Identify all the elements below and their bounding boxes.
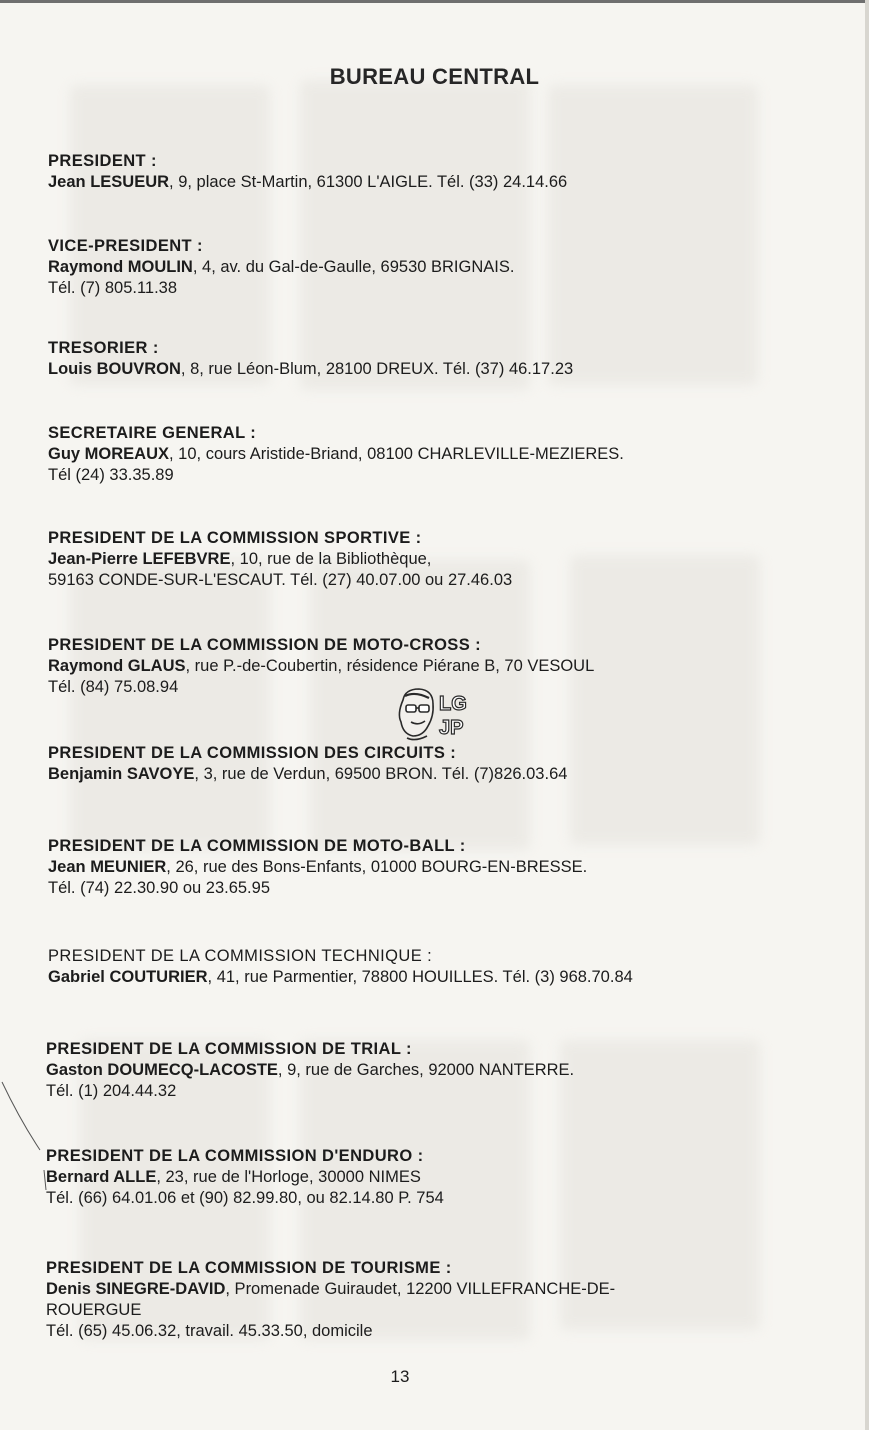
entry-name: Guy MOREAUX [48, 445, 170, 463]
entry-phone: Tél. (65) 45.06.32, travail. 45.33.50, domicile [46, 1322, 373, 1340]
entry-name: Louis BOUVRON [48, 360, 181, 378]
entry-address: , rue P.-de-Coubertin, résidence Piérane B, 70 VESOUL [185, 657, 595, 675]
lgjp-letters [439, 693, 467, 739]
entry-name: Benjamin SAVOYE [48, 765, 195, 783]
page-edge [865, 0, 869, 1430]
entry-role: SECRETAIRE GENERAL : [48, 424, 257, 442]
entry-role: PRESIDENT : [48, 152, 157, 170]
entry-address: , Promenade Guiraudet, 12200 VILLEFRANCHE-DE- [225, 1280, 616, 1298]
entry-role: PRESIDENT DE LA COMMISSION DE MOTO-CROSS : [48, 636, 481, 654]
entry-address: , 3, rue de Verdun, 69500 BRON. Tél. (7)826.03.64 [194, 765, 568, 783]
entry-phone: Tél (24) 33.35.89 [48, 466, 174, 484]
page-title: BUREAU CENTRAL [329, 64, 540, 89]
entry-address: , 8, rue Léon-Blum, 28100 DREUX. Tél. (37) 46.17.23 [180, 360, 574, 378]
entry-name: Jean MEUNIER [48, 858, 167, 876]
page-number: 13 [390, 1367, 410, 1386]
entry-role: PRESIDENT DE LA COMMISSION SPORTIVE : [48, 529, 422, 547]
entry-phone: 59163 CONDE-SUR-L'ESCAUT. Tél. (27) 40.07.00 ou 27.46.03 [48, 571, 513, 589]
entry-address: , 23, rue de l'Horloge, 30000 NIMES [156, 1168, 421, 1186]
top-edge-rule [0, 0, 869, 3]
entry-role: PRESIDENT DE LA COMMISSION D'ENDURO : [46, 1147, 424, 1165]
entry-address: , 9, place St-Martin, 61300 L'AIGLE. Tél. (33) 24.14.66 [169, 173, 568, 191]
scan-mark [0, 1080, 60, 1260]
entry-role: PRESIDENT DE LA COMMISSION TECHNIQUE : [48, 947, 433, 965]
entry-commission-trial [46, 1039, 806, 1102]
entry-name: Raymond GLAUS [48, 657, 186, 675]
entry-name: Bernard ALLE [46, 1168, 157, 1186]
entry-address: , 10, rue de la Bibliothèque, [230, 550, 432, 568]
entry-role: TRESORIER : [48, 339, 159, 357]
entry-commission-sportive [48, 528, 808, 591]
ghost-portrait [70, 560, 270, 850]
entry-role: PRESIDENT DE LA COMMISSION DE TOURISME : [46, 1259, 452, 1277]
entry-name: Gabriel COUTURIER [48, 968, 208, 986]
entry-address-cont: ROUERGUE [46, 1301, 142, 1319]
entry-commission-enduro [46, 1146, 806, 1209]
entry-name: Jean LESUEUR [48, 173, 170, 191]
entry-address: , 9, rue de Garches, 92000 NANTERRE. [277, 1061, 575, 1079]
entry-name: Denis SINEGRE-DAVID [46, 1280, 226, 1298]
entry-commission-moto-ball [48, 836, 808, 899]
entry-commission-tourisme [46, 1258, 806, 1342]
entry-role: VICE-PRESIDENT : [48, 237, 203, 255]
entry-address: , 41, rue Parmentier, 78800 HOUILLES. Tél. (3) 968.70.84 [207, 968, 633, 986]
lgjp-logo [393, 686, 477, 744]
entry-role: PRESIDENT DE LA COMMISSION DE MOTO-BALL : [48, 837, 466, 855]
entry-role: PRESIDENT DE LA COMMISSION DES CIRCUITS : [48, 744, 457, 762]
entry-address: , 26, rue des Bons-Enfants, 01000 BOURG-EN-BRESSE. [166, 858, 588, 876]
entry-phone: Tél. (66) 64.01.06 et (90) 82.99.80, ou 82.14.80 P. 754 [46, 1189, 444, 1207]
entry-tresorier [48, 338, 808, 380]
svg-text:LG: LG [439, 693, 467, 715]
entry-phone: Tél. (74) 22.30.90 ou 23.65.95 [48, 879, 270, 897]
entry-address: , 4, av. du Gal-de-Gaulle, 69530 BRIGNAIS. [192, 258, 515, 276]
entry-name: Gaston DOUMECQ-LACOSTE [46, 1061, 278, 1079]
entry-commission-circuits [48, 743, 808, 785]
svg-text:JP: JP [439, 717, 464, 739]
ghost-portrait [570, 555, 760, 845]
entry-name: Jean-Pierre LEFEBVRE [48, 550, 231, 568]
entry-name: Raymond MOULIN [48, 258, 193, 276]
entry-role: PRESIDENT DE LA COMMISSION DE TRIAL : [46, 1040, 412, 1058]
entry-phone: Tél. (7) 805.11.38 [48, 279, 178, 297]
entry-secretaire-general [48, 423, 808, 486]
entry-address: , 10, cours Aristide-Briand, 08100 CHARLEVILLE-MEZIERES. [169, 445, 624, 463]
entry-commission-technique [48, 946, 808, 988]
entry-phone: Tél. (84) 75.08.94 [48, 678, 179, 696]
entry-vice-president [48, 236, 808, 299]
entry-phone: Tél. (1) 204.44.32 [46, 1082, 177, 1100]
entry-president [48, 151, 808, 193]
